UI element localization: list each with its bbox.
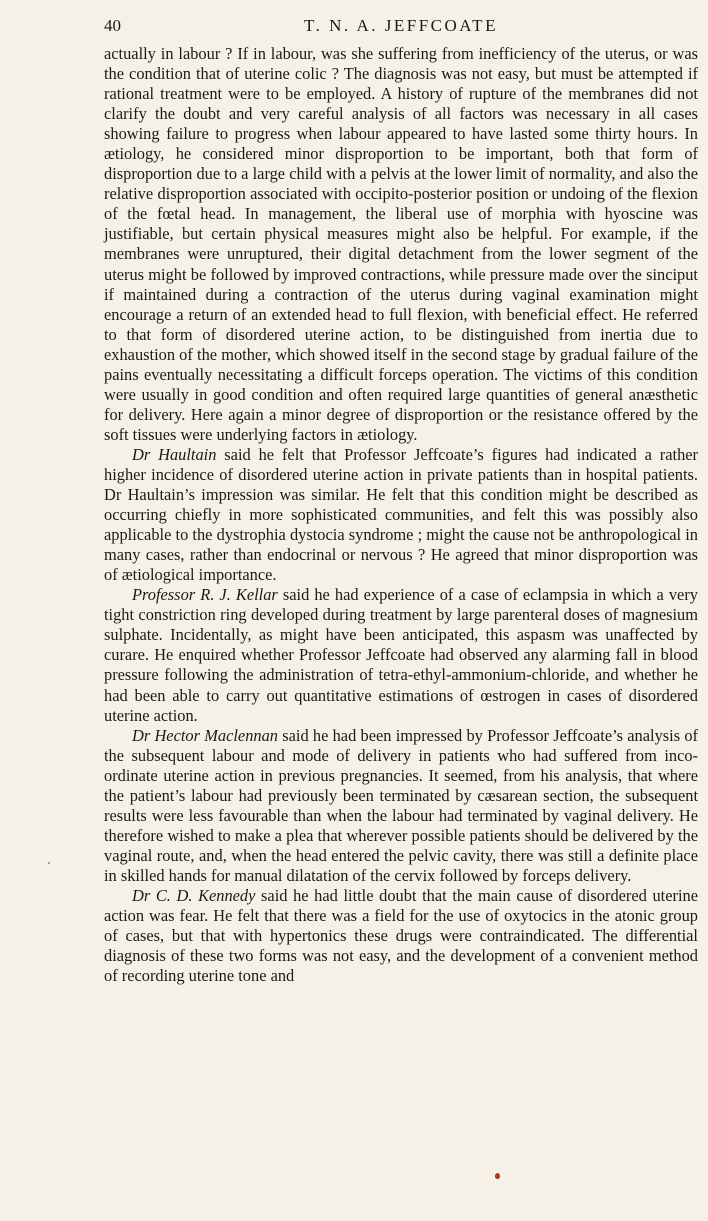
margin-speck bbox=[48, 862, 50, 864]
speaker-name: Professor R. J. Kellar bbox=[132, 585, 278, 605]
page-number: 40 bbox=[104, 16, 121, 35]
paragraph-maclennan bbox=[104, 726, 698, 886]
paragraph-text: said he felt that Professor Jeffcoate’s figures had indicated a rather higher incidence of disordered uterine action in private patients than in hospital patients. Dr Haultain’s impression was similar. He felt that this condition might be described as occurring chiefly in more sophisticated communities, and felt this was possibly also applicable to the dystrophia dystocia syndrome ; might the cause not be anthropological in many cases, rather than endocrinal or nervous ? He agreed that minor disproportion was of ætiological importance. bbox=[104, 444, 699, 585]
page-header bbox=[104, 16, 698, 44]
paragraph-text: actually in labour ? If in labour, was she suffering from inefficiency of the uterus, or was the condition that of uterine colic ? The diagnosis was not easy, but must be attempted if rational treatment were to be employed. A history of rupture of the membranes did not clarify the doubt and very careful analysis of all factors was necessary in all cases showing failure to progress when labour appeared to have lasted some thirty hours. In ætiology, he considered minor disproportion to be important, both that form of disproportion due to a large child with a pelvis at the lower limit of normality, and also the relative disproportion associated with occipito-posterior position or undoing of the flexion of the fœtal head. In management, the liberal use of morphia with hyoscine was justifiable, but certain physical measures might also be helpful. For example, if the membranes were unruptured, their digital detachment from the lower segment of the uterus might be followed by improved contractions, while pressure made over the sinciput if maintained during a contraction of the uterus during vaginal examination might encourage a return of an extended head to full flexion, with beneficial effect. He referred to that form of disordered uterine action, to be distinguished from inertia due to exhaustion of the mother, which showed itself in the second stage by gradual failure of the pains eventually necessitating a difficult forceps operation. The victims of this condition were usually in good condition and often required large quantities of general anæsthetic for delivery. Here again a minor degree of disproportion or the resistance offered by the soft tissues were underlying factors in ætiology. bbox=[104, 44, 698, 444]
signature-mark-icon bbox=[495, 1173, 500, 1179]
paragraph-text: said he had little doubt that the main cause of disordered uterine action was fear. He felt that there was a field for the use of oxytocics in the atonic group of cases, but that with hypertonics these drugs were contraindicated. The differential diagnosis of these two forms was not easy, and the development of a convenient method of recording uterine tone and bbox=[104, 885, 698, 986]
paragraph-kennedy bbox=[104, 886, 698, 986]
paragraph-text: said he had experience of a case of eclampsia in which a very tight constriction ring developed during treatment by large parenteral doses of magnesium sulphate. Incidentally, as might have been anticipated, this aspasm was unaffected by curare. He enquired whether Professor Jeffcoate had observed any alarming fall in blood pressure following the administration of tetra-ethyl-ammonium-chloride, and whether he had been able to carry out quantitative estimations of œstrogen in cases of disordered uterine action. bbox=[104, 585, 698, 725]
speaker-name: Dr C. D. Kennedy bbox=[132, 885, 256, 905]
paragraph-text: said he had been impressed by Professor Jeffcoate’s analysis of the subsequent labour and mode of delivery in patients who had suffered from inco-ordinate uterine action in previous pregnancies. It seemed, from his analysis, that where the patient’s labour had previously been terminated by cæsarean section, the subsequent results were less favourable than when the labour had terminated by vaginal delivery. He therefore wished to make a plea that wherever possible patients should be delivered by the vaginal route, and, when the head entered the pelvic cavity, there was still a definite place in skilled hands for manual dilatation of the cervix followed by forceps delivery. bbox=[104, 725, 698, 885]
running-head: T. N. A. JEFFCOATE bbox=[304, 16, 498, 35]
speaker-name: Dr Hector Maclennan bbox=[132, 725, 278, 745]
paragraph-continuation bbox=[104, 44, 698, 445]
body-text bbox=[104, 44, 698, 986]
speaker-name: Dr Haultain bbox=[132, 444, 217, 464]
paragraph-kellar bbox=[104, 585, 698, 725]
paragraph-haultain bbox=[104, 445, 698, 585]
